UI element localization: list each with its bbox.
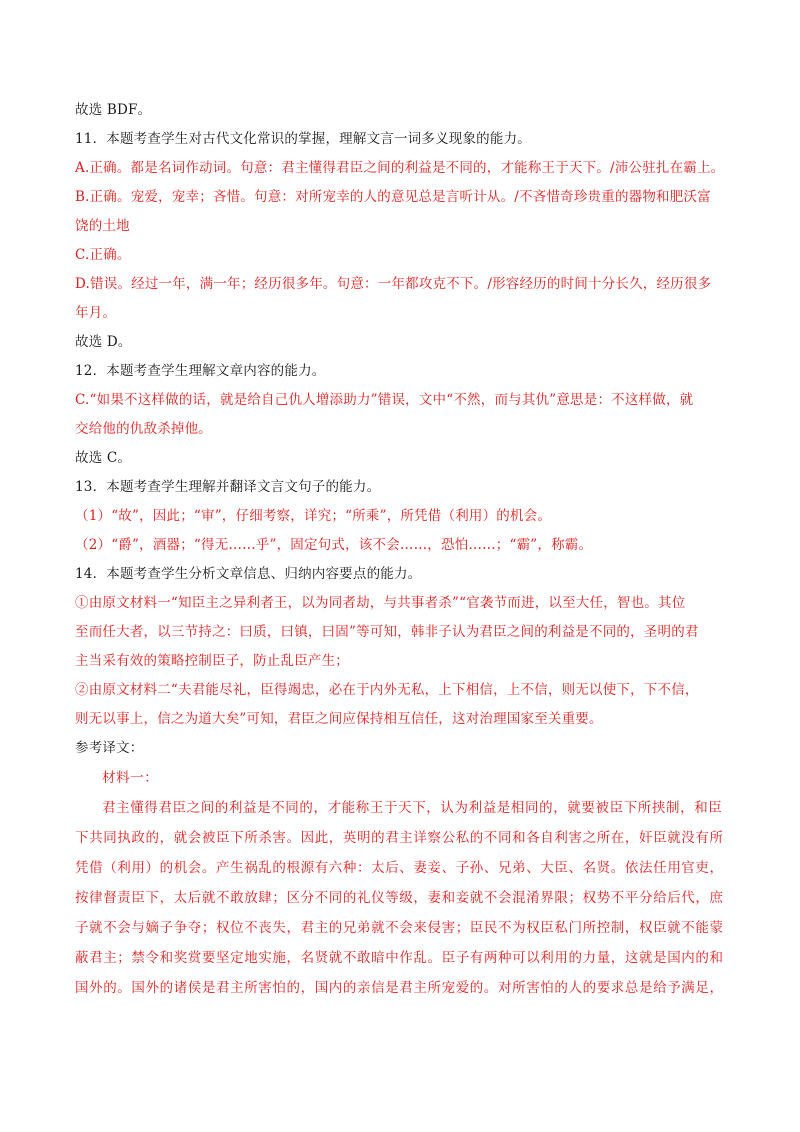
answer-conclusion-12: 故选 C。 — [75, 450, 132, 466]
option-d-explanation: D.错误。经过一年，满一年；经历很多年。句意：一年都攻克不下。/形容经历的时间十分长久，经历很多 — [75, 276, 712, 292]
translation-point-2: （2）“爵”，酒器；“得无……乎”，固定句式，该不会……，恐怕……；“霸”，称霸。 — [75, 537, 593, 553]
option-b-explanation: B.正确。宠爱，宠幸；吝惜。句意：对所宠幸的人的意见总是言听计从。/不吝惜奇珍贵重的器物和肥沃富 — [75, 189, 711, 205]
translation-section — [75, 763, 735, 1003]
reference-translation-label: 参考译文： — [75, 740, 144, 756]
option-c-analysis-cont: 交给他的仇敌杀掉他。 — [75, 421, 212, 437]
answer-section — [75, 96, 735, 763]
question-13-heading: 13．本题考查学生理解并翻译文言文句子的能力。 — [75, 479, 381, 495]
translation-point-1: （1）“故”，因此；“审”，仔细考察，详究；“所乘”，所凭借（利用）的机会。 — [75, 508, 552, 524]
option-c-analysis: C.“如果不这样做的话，就是给自己仇人增添助力”错误，文中“不然，而与其仇”意思是：不这样做，就 — [75, 392, 694, 408]
analysis-point-1-cont2: 主当采有效的策略控制臣子，防止乱臣产生； — [75, 653, 349, 669]
analysis-point-1: ①由原文材料一“知臣主之异利者王，以为同者劫，与共事者杀”“官袭节而进，以至大任，智也。其位 — [75, 595, 686, 611]
analysis-point-2-cont: 则无以事上，信之为道大矣”可知，君臣之间应保持相互信任，这对治理国家至关重要。 — [75, 711, 603, 727]
question-12-heading: 12．本题考查学生理解文章内容的能力。 — [75, 363, 326, 379]
answer-conclusion-11: 故选 D。 — [75, 334, 132, 350]
translation-line: 下共同执政的，就会被臣下所杀害。因此，英明的君主详察公私的不同和各自利害之所在，奸臣就没有所 — [75, 830, 724, 846]
translation-line: 按律督责臣下，太后就不敢放肆；区分不同的礼仪等级，妻和妾就不会混淆界限；权势不平分给后代，庶 — [75, 890, 724, 906]
analysis-point-2: ②由原文材料二“夫君能尽礼，臣得竭忠，必在于内外无私，上下相信，上不信，则无以使下，下不信， — [75, 682, 699, 698]
translation-line: 君主懂得君臣之间的利益是不同的，才能称王于天下，认为利益是相同的，就要被臣下所挟制，和臣 — [102, 800, 723, 816]
translation-line: 凭借（利用）的机会。产生祸乱的根源有六种：太后、妻妾、子孙、兄弟、大臣、名贤。依法任用官吏， — [75, 860, 724, 876]
question-14-heading: 14．本题考查学生分析文章信息、归纳内容要点的能力。 — [75, 566, 422, 582]
translation-line: 国外的。国外的诸侯是君主所害怕的，国内的亲信是君主所宠爱的。对所害怕的人的要求总是给予满足， — [75, 980, 724, 996]
translation-line: 子就不会与嫡子争夺；权位不丧失，君主的兄弟就不会来侵害；臣民不为权臣私门所控制，权臣就不能蒙 — [75, 920, 724, 936]
option-a-explanation: A.正确。都是名词作动词。句意：君主懂得君臣之间的利益是不同的，才能称王于天下。/沛公驻扎在霸上。 — [75, 160, 725, 176]
material-one-heading: 材料一： — [102, 770, 159, 786]
translation-line: 蔽君主；禁令和奖赏要坚定地实施，名贤就不敢暗中作乱。臣子有两种可以利用的力量，这就是国内的和 — [75, 950, 724, 966]
option-c-explanation: C.正确。 — [75, 247, 131, 263]
question-11-heading: 11．本题考查学生对古代文化常识的掌握，理解文言一词多义现象的能力。 — [75, 131, 531, 147]
option-b-explanation-cont: 饶的土地 — [75, 218, 130, 234]
answer-conclusion-10: 故选 BDF。 — [75, 102, 152, 118]
document-page — [75, 96, 735, 1003]
analysis-point-1-cont: 至而任大者，以三节持之：曰质，曰镇，曰固”等可知，韩非子认为君臣之间的利益是不同的，圣明的君 — [75, 624, 699, 640]
option-d-explanation-cont: 年月。 — [75, 305, 117, 321]
